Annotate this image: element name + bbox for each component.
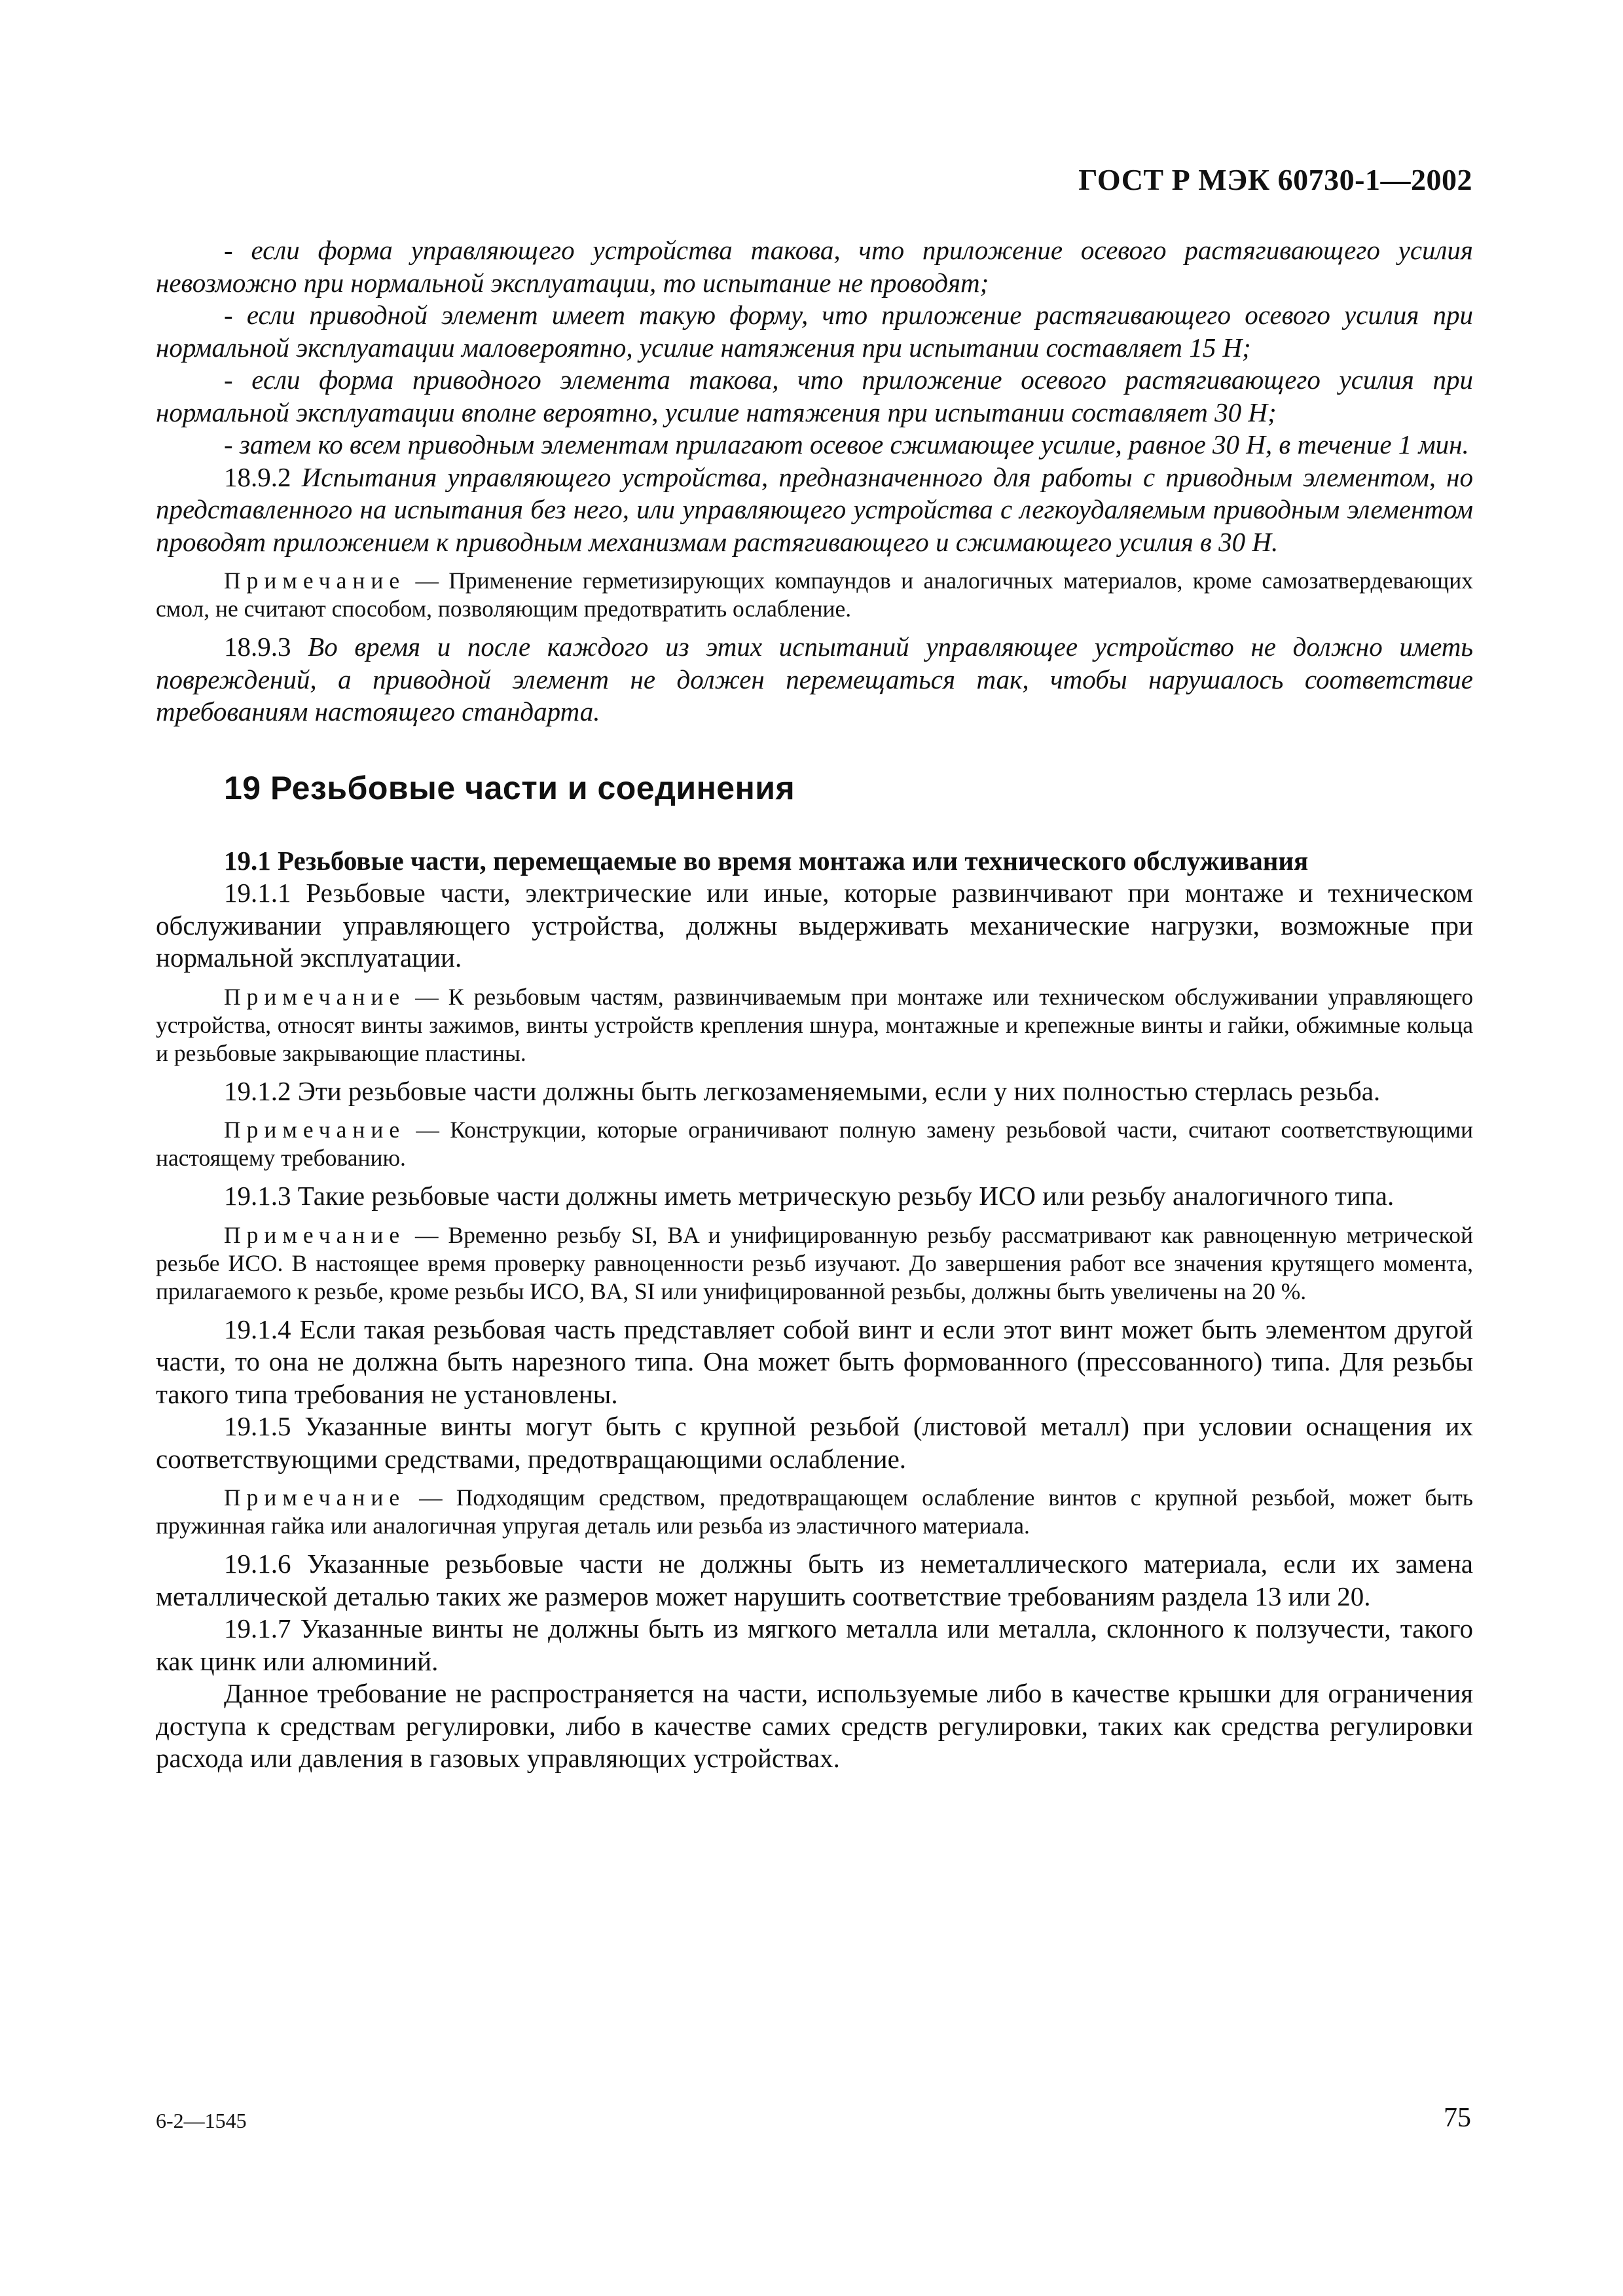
paragraph-dash-3: - если форма приводного элемента такова, что приложение осевого растягивающего усилия при нормальной эксплуатации вполне вероятно, усилие натяжения при испытании составляет 30 Н; bbox=[156, 365, 1473, 427]
page-content bbox=[156, 234, 1473, 1775]
subsection-title: 19.1 Резьбовые части, перемещаемые во время монтажа или технического обслуживания bbox=[224, 845, 1309, 876]
note-label: Примечание bbox=[224, 1484, 406, 1511]
note-1 bbox=[156, 567, 1473, 623]
paragraph-last: Данное требование не распространяется на части, используемые либо в качестве крышки для ограничения доступа к средствам регулировки, либо в качестве самих средств регулировки, таких как средства регулировки расхода или давления в газовых управляющих устройствах. bbox=[156, 1678, 1473, 1773]
paragraph-19-1-6: 19.1.6 Указанные резьбовые части не должны быть из неметаллического материала, если их замена металлической деталью таких же размеров может нарушить соответствие требованиям раздела 13 или 20. bbox=[156, 1549, 1473, 1611]
document-header-code: ГОСТ Р МЭК 60730-1—2002 bbox=[1078, 163, 1472, 196]
note-label: Примечание bbox=[224, 1221, 406, 1248]
paragraph-18-9-2 bbox=[156, 461, 1473, 559]
note-text: — Подходящим средством, предотвращающем ослабление винтов с крупной резьбой, может быть пружинная гайка или аналогичная упругая деталь или резьба из эластичного материала. bbox=[156, 1484, 1473, 1539]
paragraph-19-1-1: 19.1.1 Резьбовые части, электрические или иные, которые развинчивают при монтаже и техническом обслуживании управляющего устройства, должны выдерживать механические нагрузки, возможные при нормальной эксплуатации. bbox=[156, 878, 1473, 973]
note-label: Примечание bbox=[224, 567, 406, 594]
paragraph-dash-1: - если форма управляющего устройства такова, что приложение осевого растягивающего усилия невозможно при нормальной эксплуатации, то испытание не проводят; bbox=[156, 235, 1473, 298]
clause-text: Во время и после каждого из этих испытаний управляющее устройство не должно иметь повреждений, а приводной элемент не должен перемещаться так, чтобы нарушалось соответствие требованиям настоящего стандарта. bbox=[156, 632, 1474, 726]
note-text: — Применение герметизирующих компаундов и аналогичных материалов, кроме самозатвердевающих смол, не считают способом, позволяющим предотвратить ослабление. bbox=[156, 567, 1473, 622]
paragraph-19-1-3: 19.1.3 Такие резьбовые части должны иметь метрическую резьбу ИСО или резьбу аналогичного типа. bbox=[224, 1181, 1395, 1211]
paragraph-19-1-5: 19.1.5 Указанные винты могут быть с крупной резьбой (листовой металл) при условии оснащения их соответствующими средствами, предотвращающими ослабление. bbox=[156, 1411, 1473, 1474]
paragraph-19-1-7: 19.1.7 Указанные винты не должны быть из мягкого металла или металла, склонного к ползучести, такого как цинк или алюминий. bbox=[156, 1613, 1473, 1676]
note-text: — Временно резьбу SI, BA и унифицированную резьбу рассматривают как равноценную метрической резьбе ИСО. В настоящее время проверку равноценности резьб изучают. До завершения работ все значения крутящего момента, прилагаемого к резьбе, кроме резьбы ИСО, BA, SI или унифицированной резьбы, должны быть увеличены на 20 %. bbox=[156, 1221, 1473, 1304]
paragraph-18-9-3 bbox=[156, 631, 1473, 728]
paragraph-dash-4: - затем ко всем приводным элементам прилагают осевое сжимающее усилие, равное 30 Н, в течение 1 мин. bbox=[224, 429, 1469, 459]
paragraph-dash-2: - если приводной элемент имеет такую форму, что приложение растягивающего осевого усилия при нормальной эксплуатации маловероятно, усилие натяжения при испытании составляет 15 Н; bbox=[156, 300, 1473, 363]
clause-text: Испытания управляющего устройства, предназначенного для работы с приводным элементом, но представленного на испытания без него, или управляющего устройства с легкоудаляемым приводным элементом проводят приложением к приводным механизмам растягивающего и сжимающего усилия в 30 Н. bbox=[156, 461, 1474, 557]
note-4 bbox=[156, 1221, 1473, 1306]
note-text: — Конструкции, которые ограничивают полную замену резьбовой части, считают соответствующими настоящему требованию. bbox=[156, 1117, 1473, 1171]
note-5 bbox=[156, 1484, 1473, 1540]
note-label: Примечание bbox=[224, 1117, 406, 1143]
clause-number: 18.9.3 bbox=[224, 632, 291, 662]
paragraph-19-1-4: 19.1.4 Если такая резьбовая часть представляет собой винт и если этот винт может быть элементом другой части, то она не должна быть нарезного типа. Она может быть формованного (прессованного) типа. Для резьбы такого типа требования не установлены. bbox=[156, 1314, 1473, 1409]
page-number: 75 bbox=[1444, 2103, 1471, 2133]
clause-number: 18.9.2 bbox=[224, 461, 291, 492]
section-title: 19 Резьбовые части и соединения bbox=[224, 769, 795, 806]
note-label: Примечание bbox=[224, 983, 406, 1010]
note-3 bbox=[156, 1116, 1473, 1172]
paragraph-19-1-2: 19.1.2 Эти резьбовые части должны быть легкозаменяемыми, если у них полностью стерлась резьба. bbox=[224, 1075, 1381, 1106]
note-2 bbox=[156, 983, 1473, 1067]
footer-sheet-code: 6-2—1545 bbox=[156, 2109, 247, 2132]
note-text: — К резьбовым частям, развинчиваемым при монтаже или техническом обслуживании управляющего устройства, относят винты зажимов, винты устройств крепления шнура, монтажные и крепежные винты и гайки, обжимные кольца и резьбовые закрывающие пластины. bbox=[156, 983, 1473, 1066]
